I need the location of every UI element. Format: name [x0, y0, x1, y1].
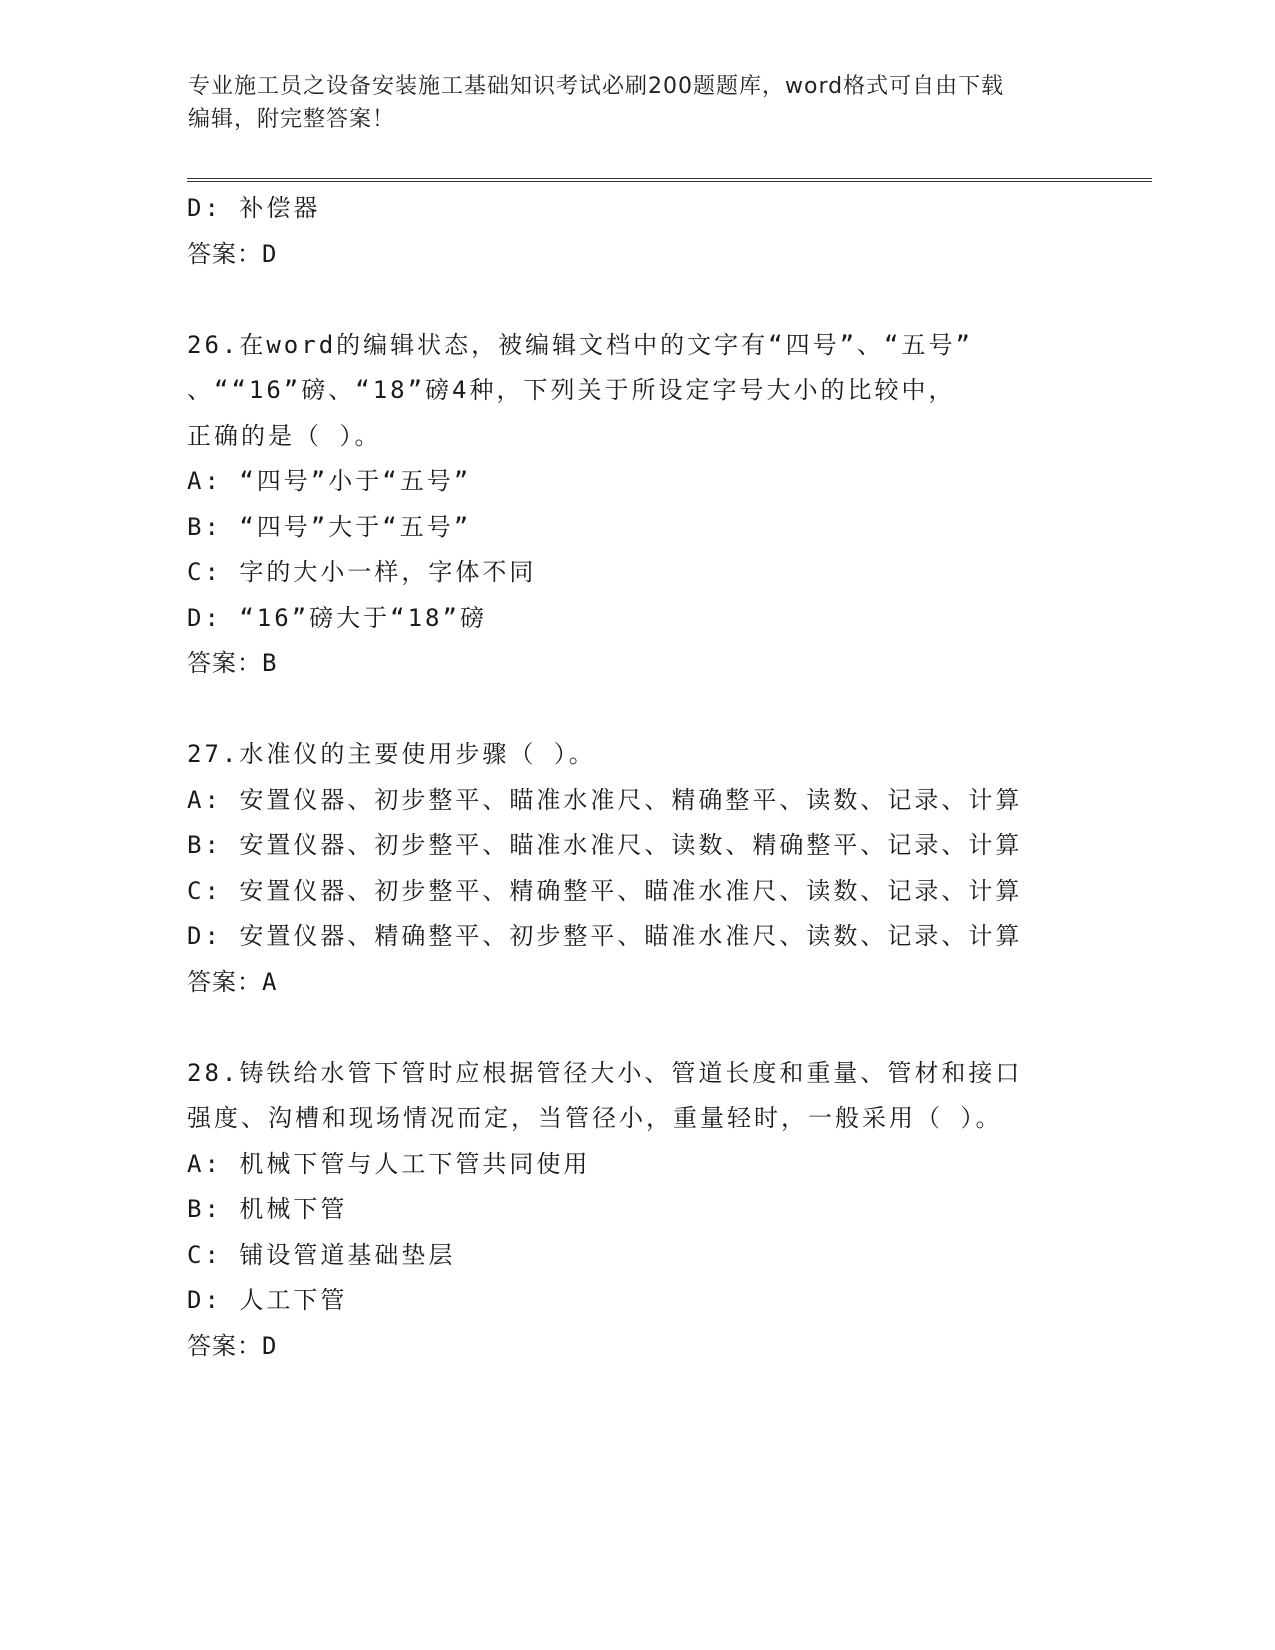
- answer-value: A: [262, 967, 278, 996]
- question-27: [187, 732, 1087, 1005]
- answer-value: D: [262, 1331, 278, 1360]
- document-body: [187, 186, 1087, 1369]
- option-b: B: 机械下管: [187, 1195, 348, 1223]
- header-divider: [187, 178, 1152, 182]
- question-stem-line: 26.在word的编辑状态，被编辑文档中的文字有“四号”、“五号”: [187, 330, 973, 359]
- option-b: B: 安置仪器、初步整平、瞄准水准尺、读数、精确整平、记录、计算: [187, 831, 1023, 859]
- question-28: [187, 1051, 1087, 1370]
- option-a: A: 安置仪器、初步整平、瞄准水准尺、精确整平、读数、记录、计算: [187, 785, 1023, 814]
- header-title-line1: 专业施工员之设备安装施工基础知识考试必刷200题题库，word格式可自由下载: [188, 74, 1005, 99]
- option-b: B: “四号”大于“五号”: [187, 512, 472, 541]
- option-d: D: 安置仪器、精确整平、初步整平、瞄准水准尺、读数、记录、计算: [187, 922, 1023, 950]
- option-c: C: 安置仪器、初步整平、精确整平、瞄准水准尺、读数、记录、计算: [187, 876, 1023, 905]
- answer-label: 答案：: [187, 649, 262, 677]
- answer-value: B: [262, 649, 278, 677]
- spacer: [187, 1005, 1087, 1051]
- answer-label: 答案：: [187, 1331, 262, 1360]
- question-stem-line: 28.铸铁给水管下管时应根据管径大小、管道长度和重量、管材和接口: [187, 1058, 1023, 1087]
- question-stem-line: 正确的是（ ）。: [187, 421, 382, 450]
- question-stem-line: 强度、沟槽和现场情况而定，当管径小，重量轻时，一般采用（ ）。: [187, 1104, 1003, 1132]
- answer-line: [187, 641, 1087, 687]
- answer-label: 答案：: [187, 239, 262, 268]
- option-c: C: 铺设管道基础垫层: [187, 1240, 456, 1269]
- option-a: A: 机械下管与人工下管共同使用: [187, 1149, 591, 1178]
- option-c: C: 字的大小一样，字体不同: [187, 558, 537, 586]
- option-a: A: “四号”小于“五号”: [187, 467, 472, 495]
- question-26: [187, 323, 1087, 687]
- spacer: [187, 687, 1087, 733]
- answer-line: [187, 232, 1087, 278]
- spacer: [187, 277, 1087, 323]
- option-d: D: 补偿器: [187, 194, 321, 222]
- option-d: D: “16”磅大于“18”磅: [187, 603, 487, 632]
- page-header: [188, 70, 1088, 136]
- answer-line: [187, 960, 1087, 1006]
- question-stem-line: 27.水准仪的主要使用步骤（ ）。: [187, 740, 596, 768]
- answer-label: 答案：: [187, 967, 262, 996]
- option-d: D: 人工下管: [187, 1286, 348, 1314]
- question-stem-line: 、““16”磅、“18”磅4种，下列关于所设定字号大小的比较中，: [187, 376, 956, 404]
- header-title-line2: 编辑，附完整答案！: [188, 107, 396, 132]
- answer-value: D: [262, 239, 278, 268]
- answer-line: [187, 1324, 1087, 1370]
